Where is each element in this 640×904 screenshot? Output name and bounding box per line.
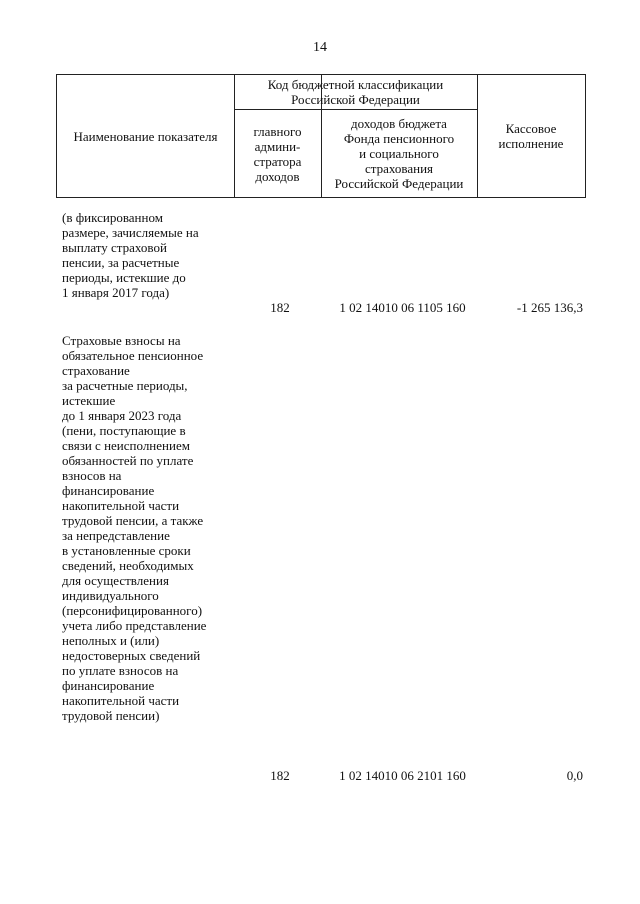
row-amount: -1 265 136,3 — [516, 300, 583, 315]
row-amount: 0,0 — [566, 768, 583, 783]
header-indicator-name: Наименование показателя — [73, 128, 218, 144]
row-indicator-name: Страховые взносы на обязательное пенсионное страхование за расчетные периоды, истекшие до 1 января 2023 года (пени, поступающие в связи с неисполнением обязанностей по уплате взносов на финансирование накопительной части трудовой пенсии, а также за непредставление в установленные сроки сведений, необходимых для осуществления индивидуального (персонифицированного) учета либо представление неполных и (или) недостоверных сведений по уплате взносов на финансирование накопительной части трудовой пенсии) — [62, 333, 207, 723]
row-admin-code: 182 — [270, 768, 290, 783]
row-indicator-name: (в фиксированном размере, зачисляемые на выплату страховой пенсии, за расчетные периоды, истекшие до 1 января 2017 года) — [62, 210, 199, 300]
page-number: 14 — [313, 40, 327, 55]
header-fund-revenue: доходов бюджета Фонда пенсионного и социального страхования Российской Федерации — [334, 116, 464, 191]
row-revenue-code: 1 02 14010 06 2101 160 — [339, 768, 466, 783]
header-chief-admin: главного админи- стратора доходов — [253, 123, 302, 184]
row-revenue-code: 1 02 14010 06 1105 160 — [339, 300, 466, 315]
header-budget-code-group: Код бюджетной классификации Российской Федерации — [267, 77, 444, 107]
header-cash-execution: Кассовое исполнение — [498, 121, 564, 151]
table-header — [56, 74, 586, 198]
row-admin-code: 182 — [270, 300, 290, 315]
